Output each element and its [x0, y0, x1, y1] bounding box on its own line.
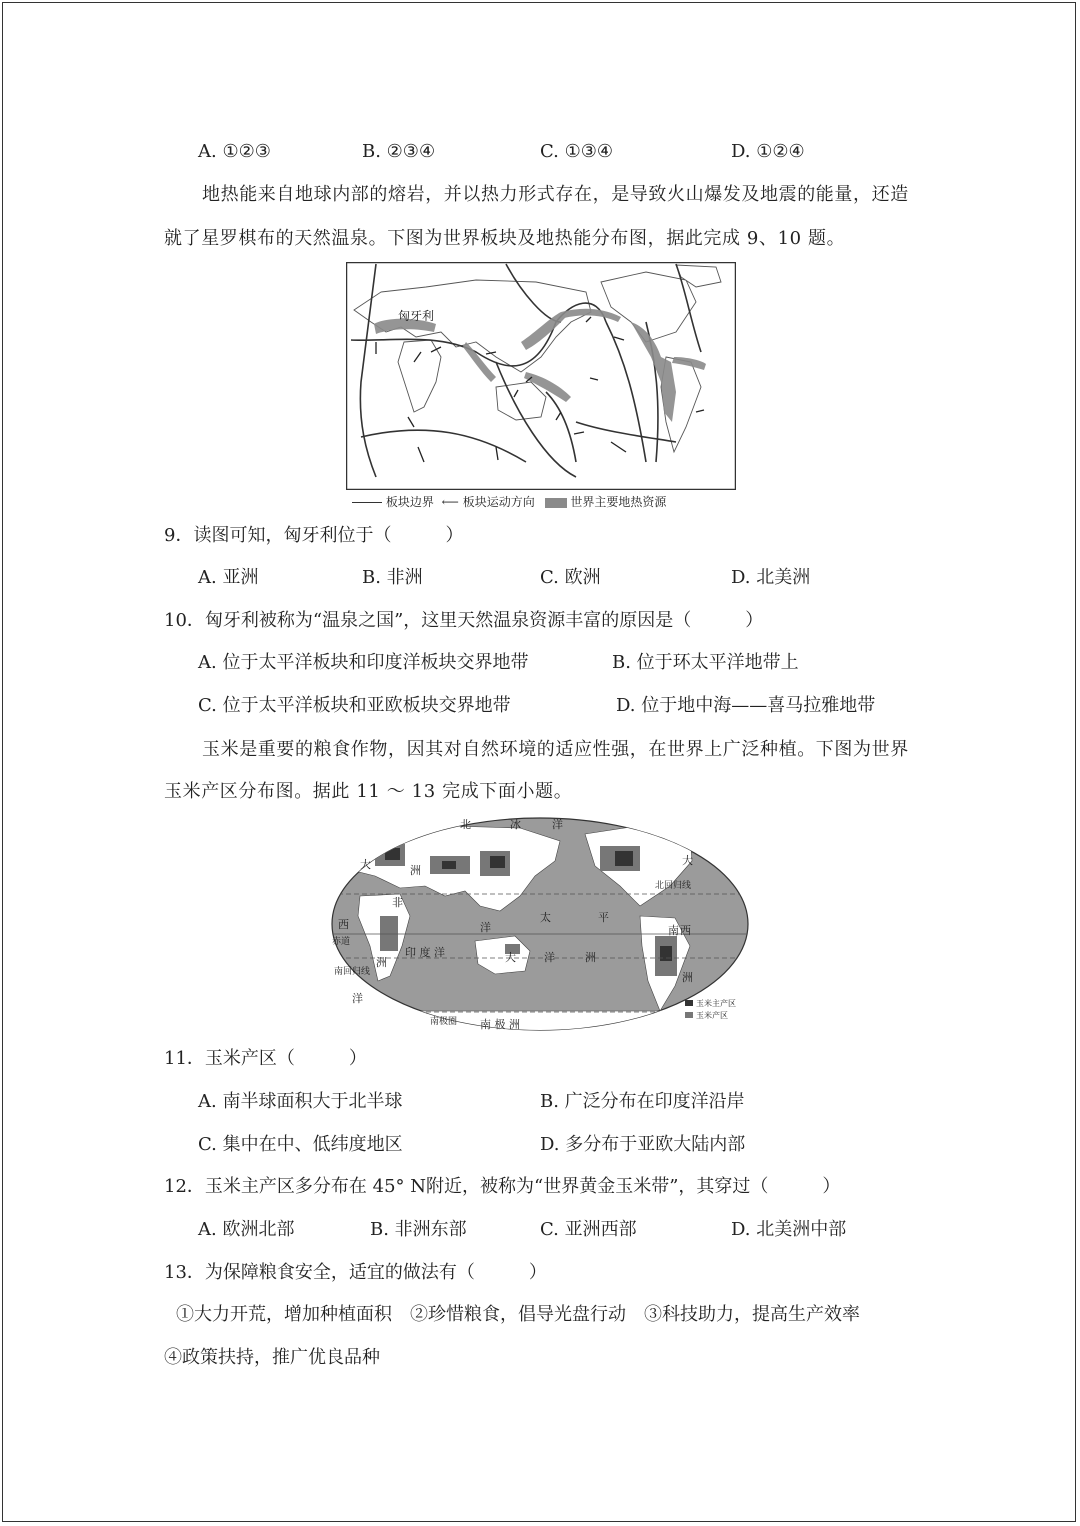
- q8-option-b[interactable]: B. ②③④: [362, 141, 436, 162]
- label-au-zhou: 洲: [585, 951, 596, 964]
- q8-option-d[interactable]: D. ①②④: [731, 141, 805, 162]
- q13-statements-1: ①大力开荒，增加种植面积 ②珍惜粮食，倡导光盘行动 ③科技助力，提高生产效率: [176, 1304, 860, 1325]
- q9-option-d[interactable]: D. 北美洲: [731, 567, 811, 588]
- label-equator: 赤道: [332, 937, 351, 947]
- q10-stem: 10．匈牙利被称为“温泉之国”，这里天然温泉资源丰富的原因是（ ）: [164, 610, 764, 631]
- label-tropic-capricorn: 南回归线: [334, 967, 371, 977]
- q11-option-c[interactable]: C. 集中在中、低纬度地区: [198, 1134, 403, 1155]
- legend-geothermal: 世界主要地热资源: [570, 495, 667, 509]
- boundary-line-swatch: [352, 502, 382, 503]
- label-europe-da: 大: [360, 858, 371, 871]
- q12-option-a[interactable]: A. 欧洲北部: [198, 1219, 295, 1240]
- label-europe-zhou: 洲: [410, 864, 421, 877]
- label-pacific-tai: 太: [540, 911, 551, 924]
- legend-corn-area: 玉米产区: [696, 1011, 728, 1020]
- label-antarctic-circle: 南极圈: [430, 1017, 458, 1027]
- legend-boundary: 板块边界: [385, 495, 434, 509]
- label-arctic-bing: 冰: [510, 818, 521, 831]
- q10-option-b[interactable]: B. 位于环太平洋地带上: [612, 652, 799, 673]
- q9-option-b[interactable]: B. 非洲: [362, 567, 423, 588]
- label-xi: 西: [338, 918, 349, 931]
- q12-option-b[interactable]: B. 非洲东部: [370, 1219, 467, 1240]
- q10-option-c[interactable]: C. 位于太平洋板块和亚欧板块交界地带: [198, 695, 511, 716]
- label-au-da: 大: [505, 951, 516, 964]
- q9-option-a[interactable]: A. 亚洲: [198, 567, 259, 588]
- label-africa-fei: 非: [392, 896, 403, 909]
- label-pacific-yang: 洋: [480, 921, 491, 934]
- legend-main-corn: 玉米主产区: [696, 999, 736, 1008]
- q11-option-d[interactable]: D. 多分布于亚欧大陆内部: [540, 1134, 746, 1155]
- label-na-da: 大: [682, 854, 693, 867]
- legend-direction: 板块运动方向: [462, 495, 535, 509]
- q11-stem: 11．玉米产区（ ）: [164, 1048, 367, 1069]
- q13-stem: 13．为保障粮食安全，适宜的做法有（ ）: [164, 1262, 547, 1283]
- passage2-line2: 玉米产区分布图。据此 11 ～ 13 完成下面小题。: [164, 781, 573, 802]
- label-yang: 洋: [352, 992, 363, 1005]
- q8-option-a[interactable]: A. ①②③: [198, 141, 271, 162]
- label-hungary: 匈牙利: [398, 309, 435, 323]
- q12-option-c[interactable]: C. 亚洲西部: [540, 1219, 637, 1240]
- q9-option-c[interactable]: C. 欧洲: [540, 567, 601, 588]
- q12-stem: 12．玉米主产区多分布在 45° N附近，被称为“世界黄金玉米带”，其穿过（ ）: [164, 1176, 841, 1197]
- label-pacific-ping: 平: [598, 911, 609, 924]
- label-sa-nan: 南: [668, 924, 679, 937]
- passage2-line1: 玉米是重要的粮食作物，因其对自然环境的适应性强，在世界上广泛种植。下图为世界: [202, 739, 909, 760]
- label-au-yang: 洋: [544, 951, 555, 964]
- q9-stem: 9．读图可知，匈牙利位于（ ）: [164, 525, 464, 546]
- label-tropic-cancer: 北回归线: [655, 881, 692, 891]
- q8-option-c[interactable]: C. ①③④: [540, 141, 613, 162]
- arrow-left-icon: ⟵: [441, 495, 459, 509]
- q11-option-b[interactable]: B. 广泛分布在印度洋沿岸: [540, 1091, 745, 1112]
- passage1-line1: 地热能来自地球内部的熔岩，并以热力形式存在，是导致火山爆发及地震的能量，还造: [202, 184, 909, 205]
- map1-legend: [352, 494, 666, 510]
- label-antarctica: 南 极 洲: [480, 1018, 520, 1031]
- corn-production-map: [330, 816, 750, 1032]
- passage1-line2: 就了星罗棋布的天然温泉。下图为世界板块及地热能分布图，据此完成 9、10 题。: [164, 228, 846, 249]
- q10-option-d[interactable]: D. 位于地中海——喜马拉雅地带: [616, 695, 876, 716]
- plate-geothermal-map: [346, 262, 736, 490]
- legend-area-swatch: [685, 1012, 693, 1018]
- q13-statements-2: ④政策扶持，推广优良品种: [164, 1347, 380, 1368]
- q12-option-d[interactable]: D. 北美洲中部: [731, 1219, 847, 1240]
- label-sa-zhou: 洲: [682, 971, 693, 984]
- label-indian-ocean: 印 度 洋: [405, 946, 445, 959]
- q10-option-a[interactable]: A. 位于太平洋板块和印度洋板块交界地带: [198, 652, 529, 673]
- geothermal-swatch: [545, 498, 567, 508]
- q11-option-a[interactable]: A. 南半球面积大于北半球: [198, 1091, 403, 1112]
- legend-main-swatch: [685, 1000, 693, 1006]
- label-africa-zhou: 洲: [376, 956, 387, 969]
- label-arctic-bei: 北: [460, 818, 471, 831]
- label-arctic-yang: 洋: [552, 818, 563, 831]
- label-sa-xi: 西: [680, 924, 691, 937]
